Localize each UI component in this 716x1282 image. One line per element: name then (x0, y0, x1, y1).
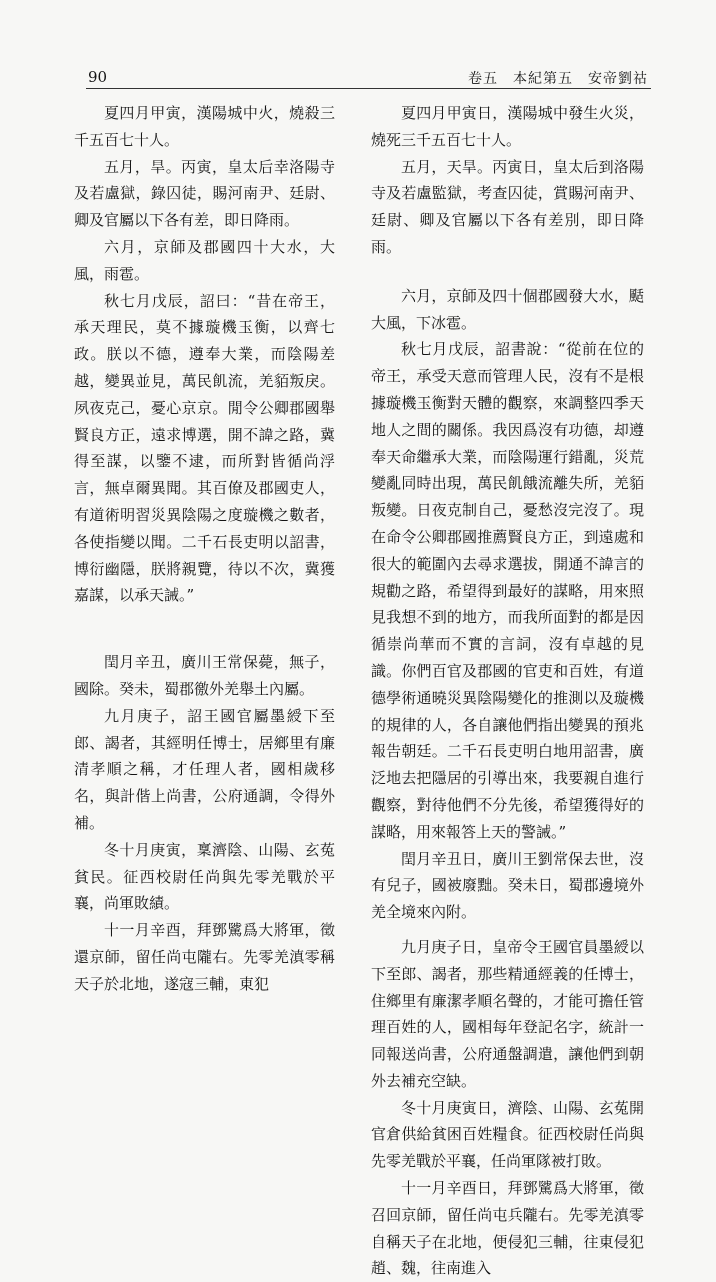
column-gap (74, 609, 335, 649)
header-rule (86, 88, 651, 89)
paragraph-flood: 六月，京師及郡國四十大水，大風，雨雹。 (74, 237, 335, 283)
paragraph-intercalary-month-translation: 閏月辛丑日，廣川王劉常保去世，沒有兒子，國被廢黜。癸未日，蜀郡邊境外羌全境來內附。 (371, 849, 644, 922)
column-gap (371, 261, 644, 283)
page-number: 90 (88, 68, 108, 86)
paragraph-flood-translation: 六月，京師及四十個郡國發大水，颳大風，下冰雹。 (371, 286, 644, 332)
column-gap (371, 926, 644, 934)
paragraph-eleventh-month-translation: 十一月辛酉日，拜鄧騭爲大將軍，徵召回京師，留任尚屯兵隴右。先零羌滇零自稱天子在北地，便侵犯三輔，往東侵犯趙、魏，往南進入 (371, 1179, 644, 1278)
translation-text-column (371, 100, 644, 1282)
paragraph-edict: 秋七月戊辰，詔曰：“昔在帝王，承天理民，莫不據璇機玉衡，以齊七政。朕以不德，遵奉大業，而陰陽差越，變異並見，萬民飢流，羌貊叛戾。夙夜克己，憂心京京。閒令公卿郡國舉賢良方正，遠求博選，開不諱之路，冀得至謀，以鑒不逮，而所對皆循尚浮言，無卓爾異聞。其百僚及郡國吏人，有道術明習災異陰陽之度璇機之數者，各使指變以聞。二千石長吏明以詔書，博衍幽隱，朕將親覽，待以不次，冀獲嘉謀，以承天誡。” (74, 291, 335, 605)
paragraph-drought-translation: 五月，天旱。丙寅日，皇太后到洛陽寺及若盧監獄，考查囚徒，賞賜河南尹、廷尉、卿及官屬以下各有差別，即日降雨。 (371, 157, 644, 256)
paragraph-ninth-month: 九月庚子，詔王國官屬墨綬下至郎、謁者，其經明任博士，居鄉里有廉清孝順之稱，才任理人者，國相歲移名，與計偕上尚書，公府通調，令得外補。 (74, 706, 335, 832)
running-head: 卷五 本紀第五 安帝劉祜 (468, 71, 648, 87)
page-header (88, 64, 648, 88)
paragraph-tenth-month-translation: 冬十月庚寅日，濟陰、山陽、玄菟開官倉供給貧困百姓糧食。征西校尉任尚與先零羌戰於平襄，任尚軍隊被打敗。 (371, 1098, 644, 1171)
paragraph-edict-translation: 秋七月戊辰，詔書說：“從前在位的帝王，承受天意而管理人民，沒有不是根據璇機玉衡對天體的觀察，來調整四季天地人之間的關係。我因爲沒有功德，却遵奉天命繼承大業，而陰陽運行錯亂，災荒變亂同時出現，萬民飢餓流離失所，羌貊叛變。日夜克制自己，憂愁沒完沒了。現在命令公卿郡國推薦賢良方正，到遠處和很大的範圍內去尋求選拔，開通不諱言的規勸之路，希望得到最好的謀略，用來照見我想不到的地方，而我所面對的都是因循崇尚華而不實的言詞，沒有卓越的見識。你們百官及郡國的官吏和百姓，有道德學術通曉災異陰陽變化的推測以及璇機的規律的人，各自讓他們指出變異的預兆報告朝廷。二千石長吏明白地用詔書，廣泛地去把隱居的引導出來，我要親自進行觀察，對待他們不分先後，希望獲得好的謀略，用來報答上天的警誡。” (371, 340, 644, 841)
classical-text-column (74, 100, 335, 998)
paragraph-intercalary-month: 閏月辛丑，廣川王常保薨，無子，國除。癸未，蜀郡徼外羌舉土內屬。 (74, 653, 335, 698)
paragraph-eleventh-month: 十一月辛酉，拜鄧騭爲大將軍，徵還京師，留任尚屯隴右。先零羌滇零稱天子於北地，遂寇三輔，東犯 (74, 921, 335, 993)
paragraph-tenth-month: 冬十月庚寅，稟濟陰、山陽、玄菟貧民。征西校尉任尚與先零羌戰於平襄，尚軍敗績。 (74, 840, 335, 913)
paragraph-fire-translation: 夏四月甲寅日，漢陽城中發生火災，燒死三千五百七十人。 (371, 104, 644, 149)
paragraph-fire: 夏四月甲寅，漢陽城中火，燒殺三千五百七十人。 (74, 104, 335, 149)
paragraph-ninth-month-translation: 九月庚子日，皇帝令王國官員墨綬以下至郎、謁者，那些精通經義的任博士，住鄉里有廉潔孝順名聲的，才能可擔任管理百姓的人，國相每年登記名字，統計一同報送尚書，公府通盤調遣，讓他們到朝外去補充空缺。 (371, 937, 644, 1090)
paragraph-drought: 五月，旱。丙寅，皇太后幸洛陽寺及若盧獄，錄囚徒，賜河南尹、廷尉、卿及官屬以下各有差，即日降雨。 (74, 157, 335, 230)
